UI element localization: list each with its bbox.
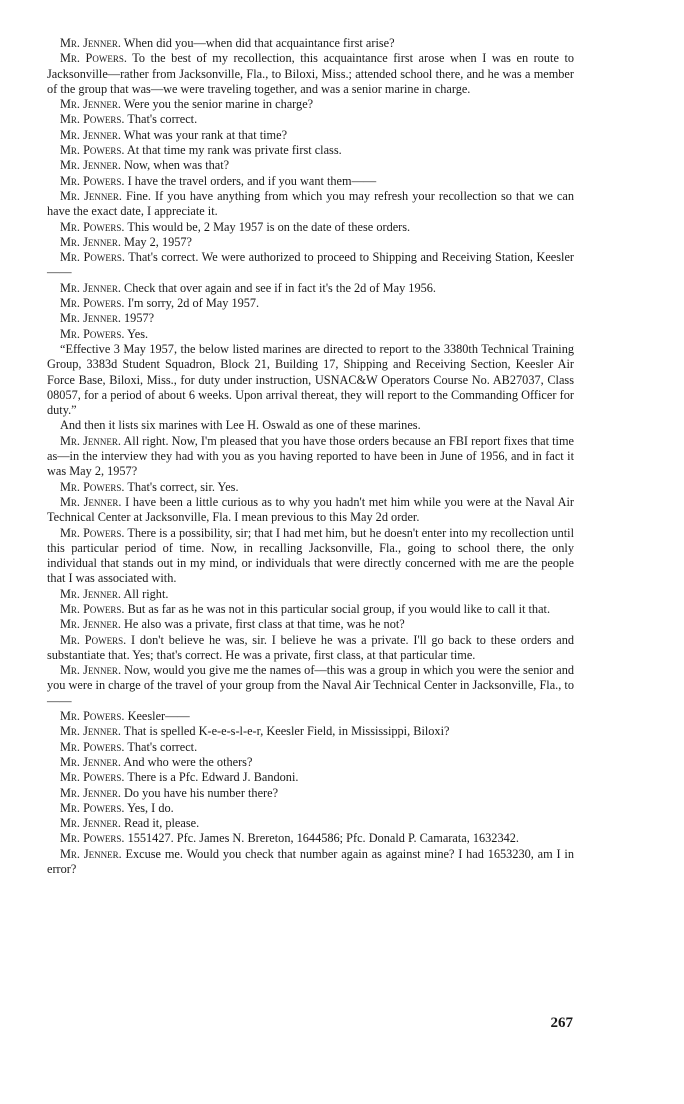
paragraph-text: I have been a little curious as to why you hadn't met him while you were at the Naval Air Technical Center at Jacksonville, Fla. I mean previous to this May 2d order. bbox=[47, 494, 574, 525]
transcript-paragraph bbox=[47, 786, 574, 801]
speaker-label: Mr. Jenner. bbox=[60, 36, 121, 50]
paragraph-text: And who were the others? bbox=[120, 754, 253, 769]
transcript-paragraph bbox=[47, 709, 574, 724]
transcript-paragraph bbox=[47, 342, 574, 418]
transcript-paragraph bbox=[47, 281, 574, 296]
paragraph-text: Excuse me. Would you check that number again as against mine? I had 1653230, am I in error? bbox=[47, 846, 574, 877]
paragraph-text: Yes, I do. bbox=[124, 800, 174, 815]
transcript-paragraph bbox=[47, 143, 574, 158]
transcript-paragraph bbox=[47, 250, 574, 281]
speaker-label: Mr. Powers. bbox=[60, 479, 125, 494]
speaker-label: Mr. Powers. bbox=[60, 739, 125, 754]
speaker-label: Mr. Powers. bbox=[60, 143, 125, 158]
transcript-paragraph bbox=[47, 97, 574, 112]
paragraph-text: Now, when was that? bbox=[120, 158, 230, 173]
paragraph-text: When did you—when did that acquaintance first arise? bbox=[120, 36, 395, 50]
paragraph-text: That's correct. bbox=[124, 112, 198, 127]
transcript-paragraph bbox=[47, 418, 574, 433]
speaker-label: Mr. Jenner. bbox=[60, 97, 121, 112]
paragraph-text: Were you the senior marine in charge? bbox=[120, 97, 314, 112]
transcript-body bbox=[47, 36, 574, 877]
speaker-label: Mr. Powers. bbox=[60, 173, 125, 188]
paragraph-text: Now, would you give me the names of—this was a group in which you were the senior and you were in charge of the travel of your group from the Naval Air Technical Center in Jacksonville, Fla., to—— bbox=[47, 663, 574, 708]
speaker-label: Mr. Powers. bbox=[60, 326, 125, 341]
speaker-label: Mr. Jenner. bbox=[60, 816, 121, 831]
transcript-paragraph bbox=[47, 755, 574, 770]
paragraph-text: Check that over again and see if in fact it's the 2d of May 1956. bbox=[120, 280, 436, 295]
speaker-label: Mr. Powers. bbox=[60, 525, 125, 540]
transcript-paragraph bbox=[47, 51, 574, 97]
paragraph-text: He also was a private, first class at that time, was he not? bbox=[120, 617, 405, 632]
speaker-label: Mr. Jenner. bbox=[60, 433, 121, 448]
transcript-paragraph bbox=[47, 633, 574, 664]
transcript-paragraph bbox=[47, 847, 574, 878]
speaker-label: Mr. Powers. bbox=[60, 709, 125, 724]
speaker-label: Mr. Jenner. bbox=[60, 754, 121, 769]
paragraph-text: But as far as he was not in this particular social group, if you would like to call it that. bbox=[124, 601, 551, 616]
paragraph-text: I have the travel orders, and if you want them—— bbox=[124, 173, 377, 188]
paragraph-text: All right. Now, I'm pleased that you have those orders because an FBI report fixes that time as—in the interview they had with you as you having reported to have been in June of 1956, and in fact it was May 2, 1957? bbox=[47, 433, 574, 479]
paragraph-text: There is a possibility, sir; that I had met him, but he doesn't enter into my recollection until this particular period of time. Now, in recalling Jacksonville, Fla., going to school there, the only individual that stands out in my mind, or individuals that were directly concerned with me are the people that I was associated with. bbox=[47, 525, 574, 586]
paragraph-text: And then it lists six marines with Lee H. Oswald as one of these marines. bbox=[60, 418, 421, 433]
transcript-paragraph bbox=[47, 174, 574, 189]
paragraph-text: That is spelled K-e-e-s-l-e-r, Keesler Field, in Mississippi, Biloxi? bbox=[120, 724, 450, 739]
transcript-paragraph bbox=[47, 220, 574, 235]
speaker-label: Mr. Powers. bbox=[60, 296, 125, 311]
transcript-paragraph bbox=[47, 816, 574, 831]
paragraph-text: All right. bbox=[120, 586, 169, 601]
paragraph-text: That's correct. We were authorized to proceed to Shipping and Receiving Station, Keesler—— bbox=[47, 250, 574, 280]
speaker-label: Mr. Jenner. bbox=[60, 494, 122, 509]
speaker-label: Mr. Jenner. bbox=[60, 586, 121, 601]
transcript-paragraph bbox=[47, 801, 574, 816]
speaker-label: Mr. Jenner. bbox=[60, 311, 121, 326]
transcript-paragraph bbox=[47, 495, 574, 526]
paragraph-text: I'm sorry, 2d of May 1957. bbox=[124, 296, 260, 311]
paragraph-text: I don't believe he was, sir. I believe he was a private. I'll go back to these orders and substantiate that. Yes; that's correct. He was a private, first class, at that particular time. bbox=[47, 632, 574, 662]
transcript-paragraph bbox=[47, 434, 574, 480]
paragraph-text: There is a Pfc. Edward J. Bandoni. bbox=[124, 770, 299, 785]
transcript-paragraph bbox=[47, 296, 574, 311]
paragraph-text: 1957? bbox=[120, 311, 155, 326]
speaker-label: Mr. Powers. bbox=[60, 770, 125, 785]
paragraph-text: Do you have his number there? bbox=[120, 785, 279, 800]
paragraph-text: That's correct. bbox=[124, 739, 198, 754]
paragraph-text: Yes. bbox=[124, 326, 149, 341]
transcript-paragraph bbox=[47, 526, 574, 587]
transcript-paragraph bbox=[47, 724, 574, 739]
speaker-label: Mr. Jenner. bbox=[60, 234, 121, 249]
speaker-label: Mr. Jenner. bbox=[60, 617, 121, 632]
paragraph-text: This would be, 2 May 1957 is on the date of these orders. bbox=[124, 219, 411, 234]
paragraph-text: 1551427. Pfc. James N. Brereton, 1644586; Pfc. Donald P. Camarata, 1632342. bbox=[124, 831, 519, 846]
transcript-paragraph bbox=[47, 617, 574, 632]
speaker-label: Mr. Powers. bbox=[60, 250, 125, 265]
paragraph-text: At that time my rank was private first class. bbox=[124, 143, 342, 158]
transcript-paragraph bbox=[47, 112, 574, 127]
speaker-label: Mr. Jenner. bbox=[60, 663, 122, 678]
speaker-label: Mr. Jenner. bbox=[60, 785, 121, 800]
paragraph-text: That's correct, sir. Yes. bbox=[124, 479, 239, 494]
speaker-label: Mr. Jenner. bbox=[60, 127, 121, 142]
transcript-paragraph bbox=[47, 311, 574, 326]
paragraph-text: May 2, 1957? bbox=[120, 234, 192, 249]
speaker-label: Mr. Jenner. bbox=[60, 846, 122, 861]
transcript-paragraph bbox=[47, 770, 574, 785]
transcript-paragraph bbox=[47, 602, 574, 617]
paragraph-text: Keesler—— bbox=[124, 709, 190, 724]
page-number: 267 bbox=[550, 1015, 573, 1031]
transcript-paragraph bbox=[47, 587, 574, 602]
transcript-paragraph bbox=[47, 480, 574, 495]
paragraph-text: What was your rank at that time? bbox=[120, 127, 288, 142]
transcript-paragraph bbox=[47, 663, 574, 709]
transcript-paragraph bbox=[47, 36, 574, 51]
paragraph-text: To the best of my recollection, this acquaintance first arose when I was en route to Jacksonville—rather from Jacksonville, Fla., to Biloxi, Miss.; attended school there, and he was a member of the group that was—we were traveling together, and was a senior marine in charge. bbox=[47, 51, 575, 96]
speaker-label: Mr. Powers. bbox=[60, 632, 127, 647]
transcript-paragraph bbox=[47, 158, 574, 173]
transcript-paragraph bbox=[47, 740, 574, 755]
speaker-label: Mr. Powers. bbox=[60, 831, 125, 846]
paragraph-text: Fine. If you have anything from which you may refresh your recollection so that we can have the exact date, I appreciate it. bbox=[47, 188, 574, 219]
transcript-paragraph bbox=[47, 235, 574, 250]
paragraph-text: Read it, please. bbox=[120, 816, 200, 831]
speaker-label: Mr. Jenner. bbox=[60, 158, 121, 173]
speaker-label: Mr. Jenner. bbox=[60, 280, 121, 295]
transcript-paragraph bbox=[47, 831, 574, 846]
transcript-paragraph bbox=[47, 128, 574, 143]
speaker-label: Mr. Jenner. bbox=[60, 188, 122, 203]
speaker-label: Mr. Powers. bbox=[60, 800, 125, 815]
transcript-paragraph bbox=[47, 327, 574, 342]
speaker-label: Mr. Powers. bbox=[60, 601, 125, 616]
speaker-label: Mr. Powers. bbox=[60, 112, 125, 127]
speaker-label: Mr. Jenner. bbox=[60, 724, 121, 739]
transcript-paragraph bbox=[47, 189, 574, 220]
speaker-label: Mr. Powers. bbox=[60, 219, 125, 234]
paragraph-text: “Effective 3 May 1957, the below listed marines are directed to report to the 3380th Technical Training Group, 3383d Student Squadron, Block 21, Building 17, Shipping and Receiving Section, Keesler Air Force Base, Biloxi, Miss., for duty under instruction, USNAC&W Operators Course No. AB27037, Class 08057, for a period of about 6 weeks. Upon arrival thereat, they will report to the Commanding Officer for duty.” bbox=[47, 341, 574, 418]
speaker-label: Mr. Powers. bbox=[60, 51, 127, 66]
